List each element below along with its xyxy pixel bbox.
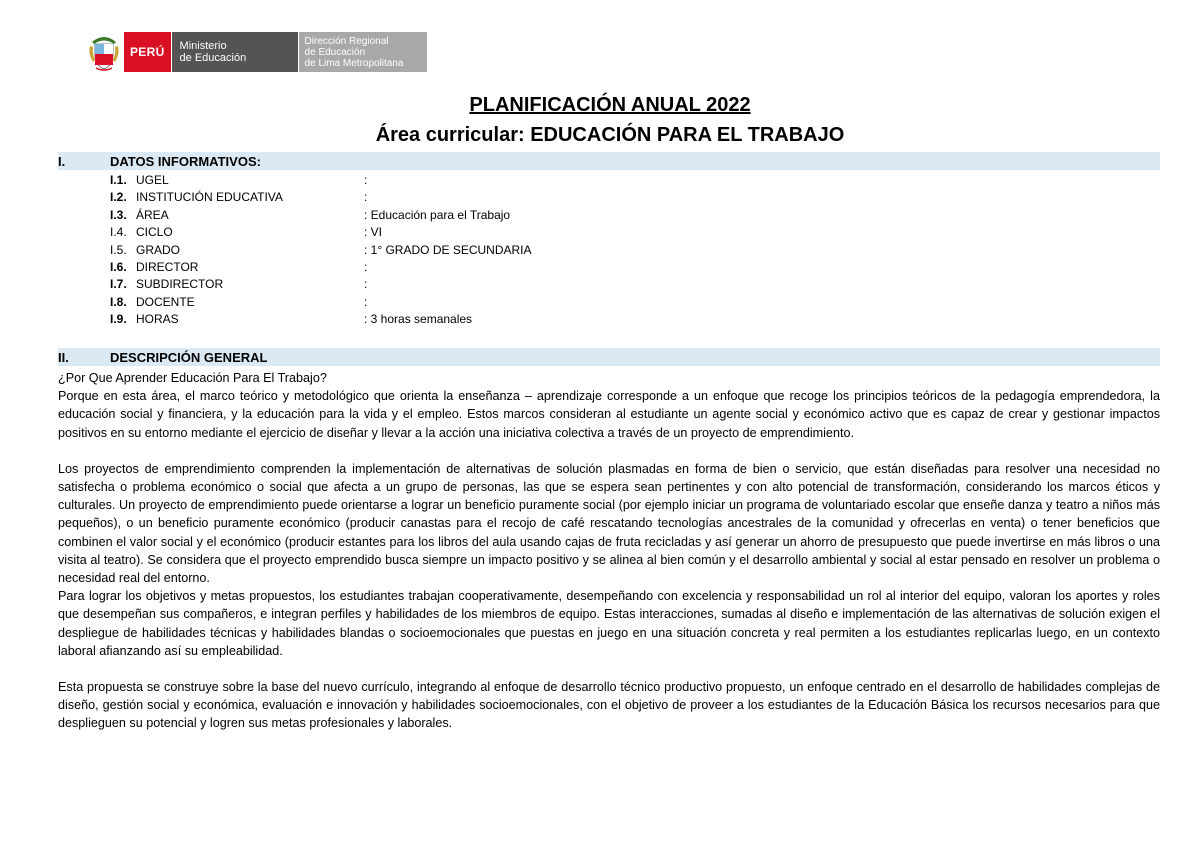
row-code: I.3. (110, 207, 127, 222)
ministerio-line-1: Ministerio (179, 40, 227, 52)
row-label: DIRECTOR (136, 259, 199, 274)
ministerio-label (171, 32, 298, 72)
section-descripcion-general (58, 348, 1160, 366)
row-value: : Educación para el Trabajo (364, 207, 511, 222)
data-row-docente (110, 294, 810, 311)
row-code: I.7. (110, 277, 127, 292)
document-title: PLANIFICACIÓN ANUAL 2022 (469, 94, 751, 116)
data-row-ciclo (110, 224, 810, 241)
row-code: I.8. (110, 294, 127, 309)
section-number: I. (58, 153, 66, 169)
ministerio-line-2: de Educación (179, 52, 247, 64)
datos-list (110, 172, 810, 329)
paragraph-3: Para lograr los objetivos y metas propuestos, los estudiantes trabajan cooperativamente, desempeñando con excelencia y responsabilidad un rol al interior del equipo, valoran los aportes y roles que desempeñan sus compañeros, e integran perfiles y habilidades de los miembros de equipo. Estas interacciones, sumadas al diseño e implementación de las alternativas de solución exigen el despliegue de habilidades técnicas y habilidades blandas o socioemocionales que puestas en juego en una situación concreta y real permiten a los estudiantes replicarlas luego, en un contexto laboral afianzando así su empleabilidad. (58, 589, 1160, 658)
header-logo (86, 32, 427, 72)
row-label: HORAS (136, 312, 179, 327)
data-row-area (110, 207, 810, 224)
row-value: : 1° GRADO DE SECUNDARIA (364, 242, 532, 257)
paragraph-1: Porque en esta área, el marco teórico y metodológico que orienta la enseñanza – aprendizaje corresponde a un enfoque que recoge los principios teóricos de la pedagogía emprendedora, la educación social y financiera, y la educación para la vida y el empleo. Estos marcos consideran al estudiante un agente social y económico activo que es capaz de crear y gestionar impactos positivos en su entorno mediante el ejercicio de diseñar y llevar a la acción una iniciativa colectiva a través de un proyecto de emprendimiento. (58, 389, 1160, 440)
row-value: : 3 horas semanales (364, 312, 473, 327)
paragraph-4: Esta propuesta se construye sobre la base del nuevo currículo, integrando al enfoque de desarrollo técnico productivo propuesto, un enfoque centrado en el desarrollo de habilidades complejas de diseño, gestión social y económica, evaluación e innovación y habilidades socioemocionales, con el objetivo de proveer a los estudiantes de la Educación Básica los recursos necesarios para que desplieguen su potencial y logren sus metas profesionales y laborales. (58, 680, 1160, 731)
row-value: : (364, 277, 368, 292)
row-code: I.4. (110, 225, 127, 240)
coat-of-arms-icon (86, 32, 122, 72)
section-datos-informativos (58, 152, 1160, 170)
row-code: I.1. (110, 173, 127, 187)
data-row-horas (110, 311, 810, 328)
dre-line-2: de Educación (304, 46, 366, 58)
data-row-institucion (110, 189, 810, 206)
dre-line-1: Dirección Regional (304, 35, 389, 47)
dre-label (298, 32, 427, 72)
data-row-ugel (110, 172, 810, 189)
row-code: I.9. (110, 312, 127, 327)
dre-line-3: de Lima Metropolitana (304, 57, 404, 69)
row-label: UGEL (136, 173, 169, 187)
document-subtitle: Área curricular: EDUCACIÓN PARA EL TRABAJO (375, 124, 845, 146)
section-number: II. (58, 349, 69, 365)
row-value: : (364, 173, 368, 187)
row-label: SUBDIRECTOR (136, 277, 224, 292)
peru-label: PERÚ (124, 32, 171, 72)
data-row-grado (110, 242, 810, 259)
section-heading: DATOS INFORMATIVOS: (110, 153, 261, 169)
row-label: ÁREA (136, 207, 169, 222)
row-value: : (364, 294, 368, 309)
row-label: DOCENTE (136, 294, 195, 309)
row-value: : (364, 259, 368, 274)
row-label: GRADO (136, 242, 181, 257)
description-question: ¿Por Que Aprender Educación Para El Trabajo? (58, 371, 327, 385)
row-code: I.6. (110, 259, 127, 274)
description-body (58, 369, 1160, 733)
row-value: : VI (364, 225, 383, 240)
section-heading: DESCRIPCIÓN GENERAL (110, 349, 268, 365)
paragraph-2: Los proyectos de emprendimiento comprenden la implementación de alternativas de solución plasmadas en forma de bien o servicio, que están diseñadas para resolver una necesidad no satisfecha o problema económico o social que afecta a un grupo de personas, las que se espera sean pertinentes y con alto potencial de transformación, considerando los marcos éticos y culturales. Un proyecto de emprendimiento puede orientarse a lograr un beneficio puramente social (por ejemplo iniciar un programa de voluntariado escolar que enseñe danza y teatro a niños más pequeños), o un beneficio puramente económico (producir canastas para el recojo de café rescatando tecnologías ancestrales de la comunidad y ofrecerlas en venta) o tener beneficios que combinen el valor social y el económico (producir estantes para los libros del aula usando cajas de fruta recicladas y así generar un ahorro de presupuesto que puede invertirse en más libros o una visita al teatro). Se considera que el proyecto emprendido busca siempre un impacto positivo y se alinea al bien común y el desarrollo ambiental y social al estar pensado en resolver un problema o necesidad real del entorno. (58, 461, 1160, 586)
row-code: I.2. (110, 190, 127, 205)
data-row-director (110, 259, 810, 276)
row-label: CICLO (136, 225, 173, 240)
row-label: INSTITUCIÓN EDUCATIVA (136, 190, 283, 205)
row-code: I.5. (110, 242, 127, 257)
row-value: : (364, 190, 368, 205)
data-row-subdirector (110, 276, 810, 293)
